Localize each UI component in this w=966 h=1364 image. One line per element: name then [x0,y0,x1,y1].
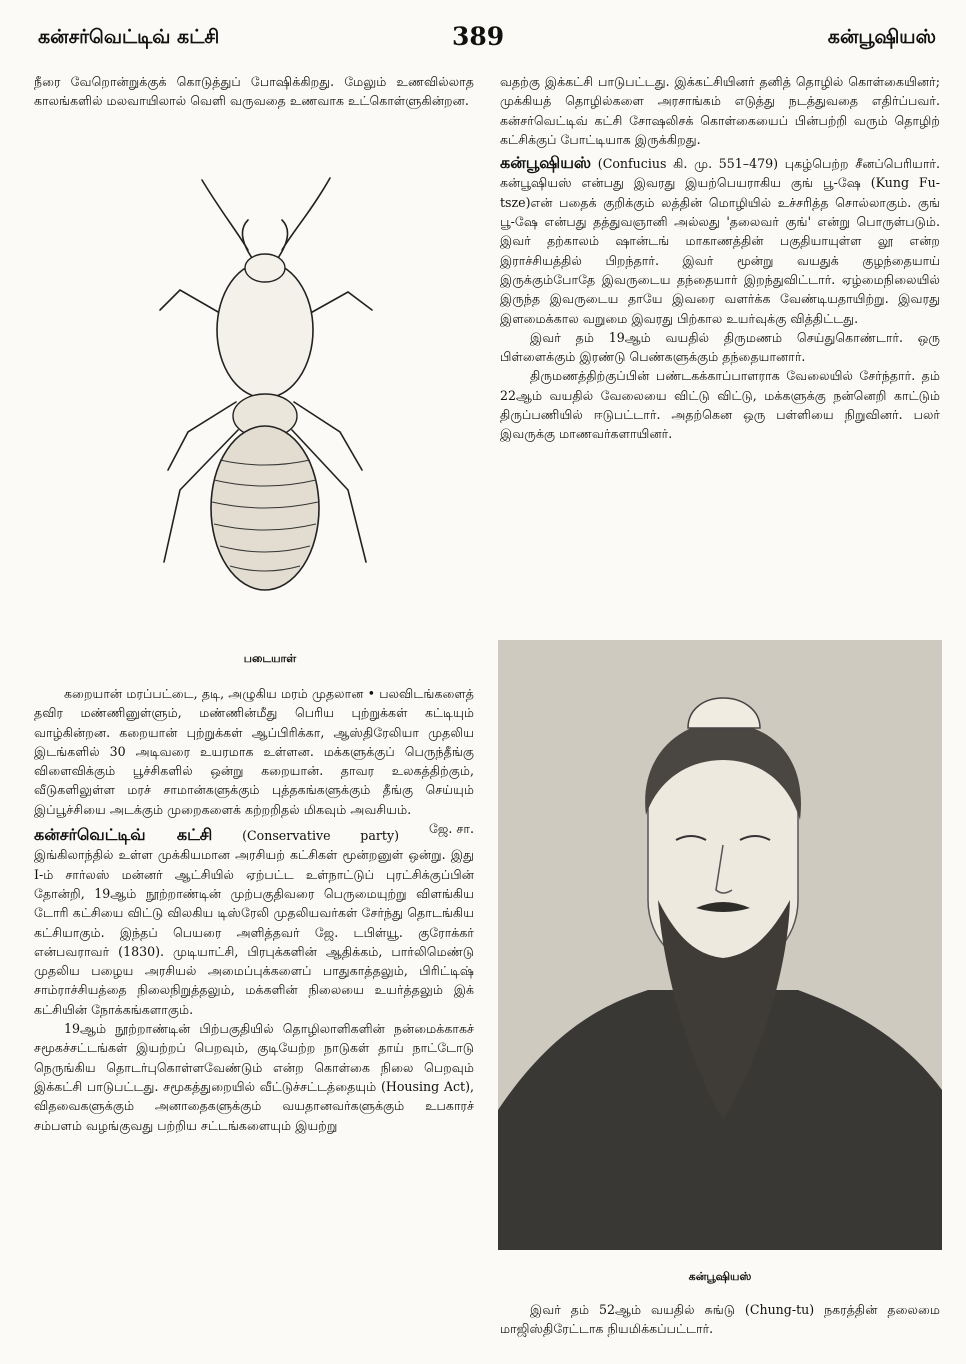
continuation-text: நீரை வேறொன்றுக்குக் கொடுத்துப் போஷிக்கிறது. மேலும் உணவில்லாத காலங்களில் மலவாயிலால் வெளி வருவதை உணவாக உட்கொள்ளுகின்றன. [34,74,474,109]
confucius-entry [500,153,940,328]
termite-head-base [245,254,285,282]
page-header [0,14,966,54]
conservative-entry [34,825,474,1019]
right-continuation: வதற்கு இக்கட்சி பாடுபட்டது. இக்கட்சியினர் தனித் தொழில் கொள்கையினர்; முக்கியத் தொழில்களை அரசாங்கம் எடுத்து நடத்துவதை எதிர்ப்பவர். கன்சர்வெட்டிவ் கட்சி சோஷலிசக் கொள்கையைப் பின்பற்றி வரும் தொழிற் கட்சிக்குப் போட்டியாக இருக்கிறது. [500,74,940,147]
confucius-paragraph-2: இவர் தம் 19ஆம் வயதில் திருமணம் செய்துகொண்டார். ஒரு பிள்ளைக்கும் இரண்டு பெண்களுக்கும் தந்தையானார். [500,329,940,365]
author-signature: ஜே. சா. [428,821,474,837]
portrait-caption: கன்பூஷியஸ் [688,1270,752,1283]
soldier-termite-illustration [140,170,390,620]
right-column-bottom [500,1300,940,1339]
entry-heading-confucius-en: (Confucius கி. மு. 551–479) [597,156,779,172]
running-head-right: கன்பூஷியஸ் [827,26,936,48]
confucius-paragraph-4: இவர் தம் 52ஆம் வயதில் சுங்டு (Chung-tu) நகரத்தின் தலைமை மாஜிஸ்திரேட்டாக நியமிக்கப்பட்டார். [500,1302,940,1337]
entry-heading-conservative-en: (Conservative party) [242,828,399,844]
confucius-paragraph-3: திருமணத்திற்குப்பின் பண்டகக்காப்பாளராக வேலையில் சேர்ந்தார். தம் 22ஆம் வயதில் வேலையை விட்டு விட்டு, மக்களுக்கு நன்னெறி காட்டும் திருப்பணியில் ஈடுபட்டார். அதற்கென ஒரு பள்ளியை நிறுவினர். பலர் இவருக்கு மாணவர்களாயினர். [500,368,940,442]
page-number: 389 [452,22,505,51]
left-column-body [34,684,474,1135]
left-continuation [34,72,474,111]
entry-heading-conservative: கன்சர்வெட்டிவ் கட்சி [34,825,213,845]
antenna-left [202,180,248,250]
termite-caption: படையாள் [243,652,297,665]
entry-heading-confucius: கன்பூஷியஸ் [500,153,592,173]
mandible-left [242,220,252,258]
confucius-paragraph-1: புகழ்பெற்ற சீனப்பெரியார். கன்பூஷியஸ் என்பது இவரது இயற்பெயராகிய குங் பூ-ஷே (Kung Fu-tsze)என் பதைக் குறிக்கும் லத்தின் மொழியில் உச்சரித்த சொல்லாகும். குங் பூ-ஷே என்பது தத்துவஞானி அல்லது 'தலைவர் குங்' என்று பொருள்படும். இவர் தற்காலம் ஷான்டங் மாகாணத்தின் பகுதியாயுள்ள லூ என்ற இராச்சியத்தில் பிறந்தார். இவர் மூன்று வயதுக் குழந்தையாய் இருக்கும்போதே இவருடைய தந்தையார் இறந்துவிட்டார். ஏழ்மைநிலையில் இருந்த இவருடைய தாயே இவரை வளர்க்க வேண்டியதாயிற்று. இவரது இளமைக்கால வறுமை இவரது பிற்கால உயர்வுக்கு வித்திட்டது. [500,156,940,326]
antenna-right [282,178,330,250]
conservative-paragraph: இங்கிலாந்தில் உள்ள முக்கியமான அரசியற் கட்சிகள் மூன்றனுள் ஒன்று. இது I-ம் சார்லஸ் மன்னர் ஆட்சியில் ஏற்பட்ட உள்நாட்டுப் புரட்சிக்குப்பின் தோன்றி, 19ஆம் நூற்றாண்டின் முற்பகுதிவரை பெருமையுற்று விளங்கிய டோரி கட்சியை விட்டு விலகிய டிஸ்ரேலி முதலியவர்கள் சேர்ந்து தொடங்கிய கட்சியாகும். இந்தப் பெயரை அளித்தவர் ஜே. டபிள்யூ. குரோக்கர் என்பவராவர் (1830). முடியாட்சி, பிரபுக்களின் ஆதிக்கம், பார்லிமெண்டு முதலிய பழைய அரசியல் அமைப்புக்களைப் பாதுகாத்தலும், பிரிட்டிஷ் சாம்ராச்சியத்தை நிலைநிறுத்தலும், மக்களின் நிலையை உயர்த்தலும் இக் கட்சியின் நோக்கங்களாகும். [34,847,474,1017]
confucius-portrait [498,640,942,1250]
conservative-paragraph-2: 19ஆம் நூற்றாண்டின் பிற்பகுதியில் தொழிலாளிகளின் நன்மைக்காகச் சமூகச்சட்டங்கள் இயற்றப் பெறவும், குடியேற்ற நாடுகள் தாய் நாட்டோடு நெருங்கிய தொடர்புகொள்ளவேண்டும் என்ற கொள்கை நிலை பெறவும் இக்கட்சி பாடுபட்டது. சமூகத்துறையில் வீட்டுச்சட்டத்தையும் (Housing Act), விதவைகளுக்கும் அனாதைகளுக்கும் வயதானவர்களுக்கும் உபகாரச் சம்பளம் வழங்குவது பற்றிய சட்டங்களையும் இயற்று [34,1021,474,1133]
right-column-body [500,72,940,444]
running-head-left: கன்சர்வெட்டிவ் கட்சி [38,26,220,48]
confucius-portrait-drawing [498,640,942,1250]
termite-paragraph-text: கறையான் மரப்பட்டை, தடி, அழுகிய மரம் முதலான • பலவிடங்களைத் தவிர மண்ணினுள்ளும், மண்ணின்மீது பெரிய புற்றுக்கள் கட்டியும் வாழ்கின்றன. கறையான் புற்றுக்கள் ஆப்பிரிக்கா, ஆஸ்திரேலியா முதலிய இடங்களில் 30 அடிவரை உயரமாக உள்ளன. மக்களுக்குப் பெருந்தீங்கு விளைவிக்கும் பூச்சிகளில் ஒன்று கறையான். தாவர உலகத்திற்கும், வீடுகளிலுள்ள மரச் சாமான்களுக்கும் புத்தகங்களுக்கும் தீங்கு செய்யும் இப்பூச்சியை அடக்கும் முறைகளைக் கற்றறிதல் மிகவும் அவசியம். [34,686,474,817]
mandible-right [278,220,288,258]
